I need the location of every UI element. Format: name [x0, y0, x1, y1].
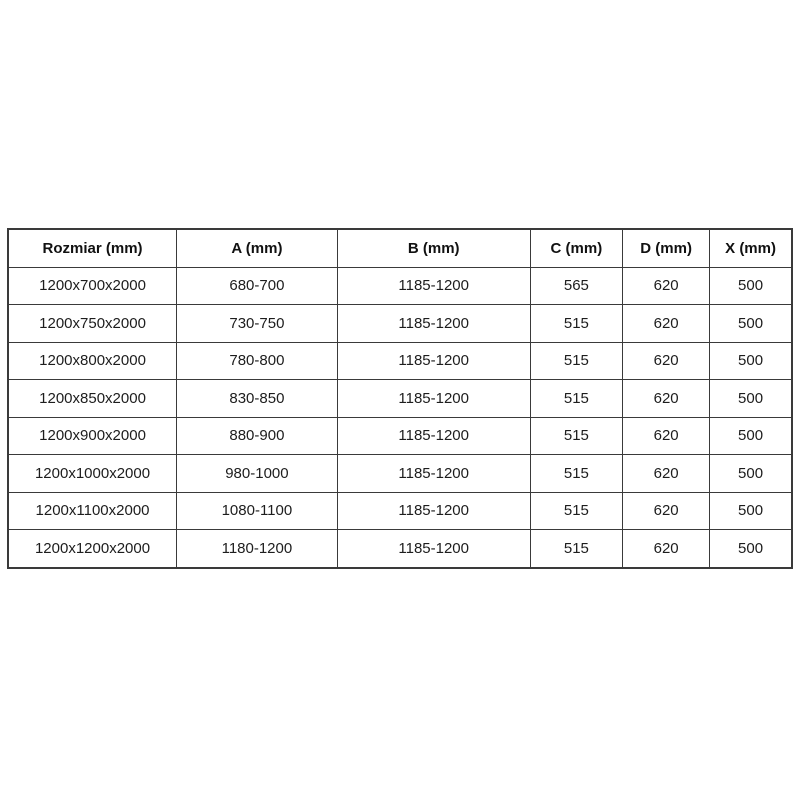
- table-cell: 1200x850x2000: [8, 380, 177, 418]
- table-cell: 1180-1200: [177, 530, 338, 568]
- column-header: B (mm): [337, 229, 530, 267]
- table-cell: 1185-1200: [337, 455, 530, 493]
- column-header: A (mm): [177, 229, 338, 267]
- table-cell: 620: [623, 380, 710, 418]
- table-cell: 565: [530, 267, 623, 305]
- table-cell: 500: [710, 305, 792, 343]
- dimensions-table: [7, 228, 793, 569]
- column-header: D (mm): [623, 229, 710, 267]
- column-header: Rozmiar (mm): [8, 229, 177, 267]
- table-cell: 620: [623, 267, 710, 305]
- table-cell: 1200x1100x2000: [8, 492, 177, 530]
- table-cell: 1080-1100: [177, 492, 338, 530]
- table-cell: 1185-1200: [337, 267, 530, 305]
- table-cell: 1200x1000x2000: [8, 455, 177, 493]
- table-cell: 620: [623, 342, 710, 380]
- table-cell: 500: [710, 530, 792, 568]
- table-cell: 515: [530, 342, 623, 380]
- table-row: [8, 342, 792, 380]
- table-cell: 980-1000: [177, 455, 338, 493]
- table-cell: 515: [530, 305, 623, 343]
- table-cell: 1185-1200: [337, 380, 530, 418]
- table-cell: 620: [623, 455, 710, 493]
- table-cell: 1200x800x2000: [8, 342, 177, 380]
- table-cell: 620: [623, 417, 710, 455]
- table-cell: 1185-1200: [337, 342, 530, 380]
- table-cell: 620: [623, 492, 710, 530]
- table-cell: 500: [710, 492, 792, 530]
- table-row: [8, 417, 792, 455]
- table-cell: 1200x1200x2000: [8, 530, 177, 568]
- table-cell: 1185-1200: [337, 492, 530, 530]
- table-body: [8, 267, 792, 568]
- table-row: [8, 492, 792, 530]
- table-cell: 680-700: [177, 267, 338, 305]
- table-cell: 880-900: [177, 417, 338, 455]
- header-row: [8, 229, 792, 267]
- table-cell: 515: [530, 380, 623, 418]
- column-header: C (mm): [530, 229, 623, 267]
- table-cell: 620: [623, 530, 710, 568]
- table-row: [8, 455, 792, 493]
- table-cell: 1185-1200: [337, 530, 530, 568]
- table-cell: 1200x750x2000: [8, 305, 177, 343]
- table-row: [8, 267, 792, 305]
- table-cell: 515: [530, 492, 623, 530]
- table-cell: 500: [710, 417, 792, 455]
- table-cell: 515: [530, 530, 623, 568]
- table-row: [8, 380, 792, 418]
- table-row: [8, 305, 792, 343]
- table-cell: 1185-1200: [337, 305, 530, 343]
- table-cell: 730-750: [177, 305, 338, 343]
- table-cell: 500: [710, 380, 792, 418]
- column-header: X (mm): [710, 229, 792, 267]
- table-cell: 1200x900x2000: [8, 417, 177, 455]
- table-cell: 500: [710, 342, 792, 380]
- table-cell: 1185-1200: [337, 417, 530, 455]
- table-cell: 500: [710, 455, 792, 493]
- table-cell: 830-850: [177, 380, 338, 418]
- table-cell: 515: [530, 417, 623, 455]
- table-cell: 1200x700x2000: [8, 267, 177, 305]
- table-cell: 515: [530, 455, 623, 493]
- table-cell: 620: [623, 305, 710, 343]
- table-row: [8, 530, 792, 568]
- table-cell: 780-800: [177, 342, 338, 380]
- table-cell: 500: [710, 267, 792, 305]
